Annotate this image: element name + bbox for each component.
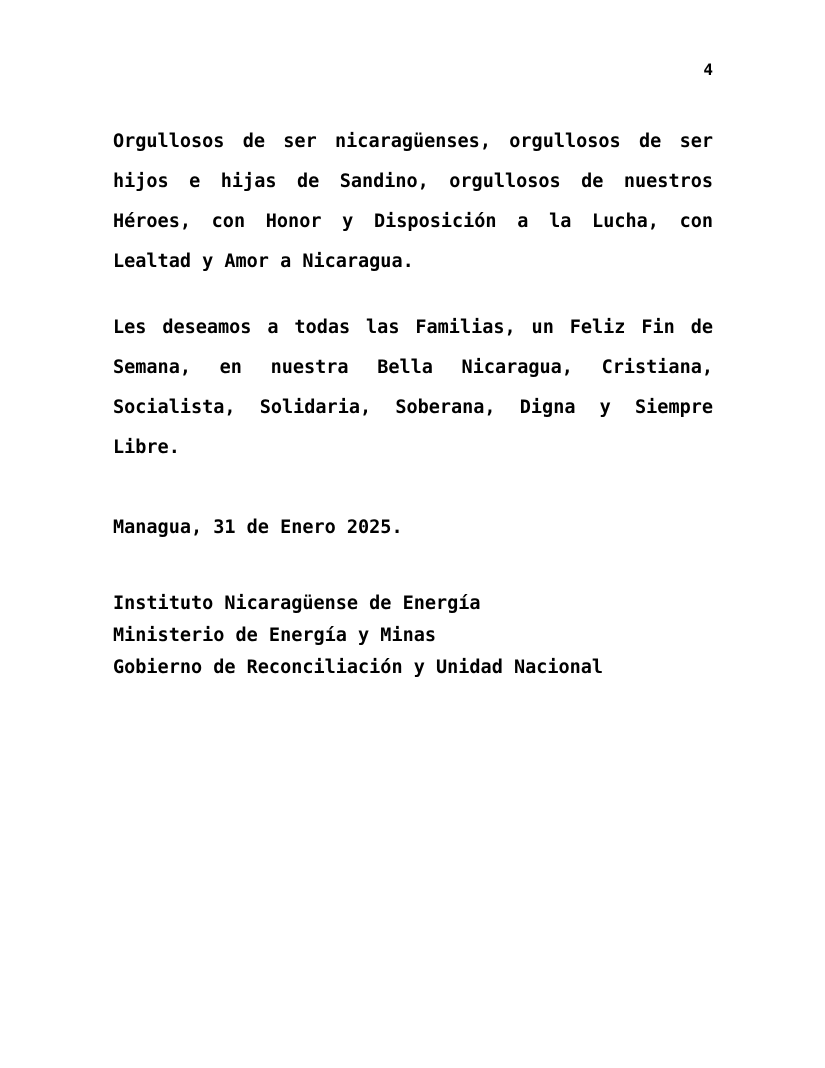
dateline: Managua, 31 de Enero 2025. bbox=[113, 517, 403, 538]
paragraph-2: Les deseamos a todas las Familias, un Feliz Fin de Semana, en nuestra Bella Nicaragua, Cristiana, Socialista, Solidaria, Soberana, Digna y Siempre Libre. bbox=[113, 317, 713, 458]
page-number: 4 bbox=[703, 60, 713, 79]
signature-block bbox=[113, 588, 713, 684]
document-body bbox=[113, 122, 713, 684]
signature-line-2: Ministerio de Energía y Minas bbox=[113, 625, 437, 646]
signature-line-3: Gobierno de Reconciliación y Unidad Nacional bbox=[113, 657, 604, 678]
paragraph-1: Orgullosos de ser nicaragüenses, orgullosos de ser hijos e hijas de Sandino, orgullosos de nuestros Héroes, con Honor y Disposición a la Lucha, con Lealtad y Amor a Nicaragua. bbox=[113, 131, 713, 272]
spacer bbox=[113, 494, 713, 508]
spacer-2 bbox=[113, 574, 713, 588]
signature-line-1: Instituto Nicaragüense de Energía bbox=[113, 593, 481, 614]
